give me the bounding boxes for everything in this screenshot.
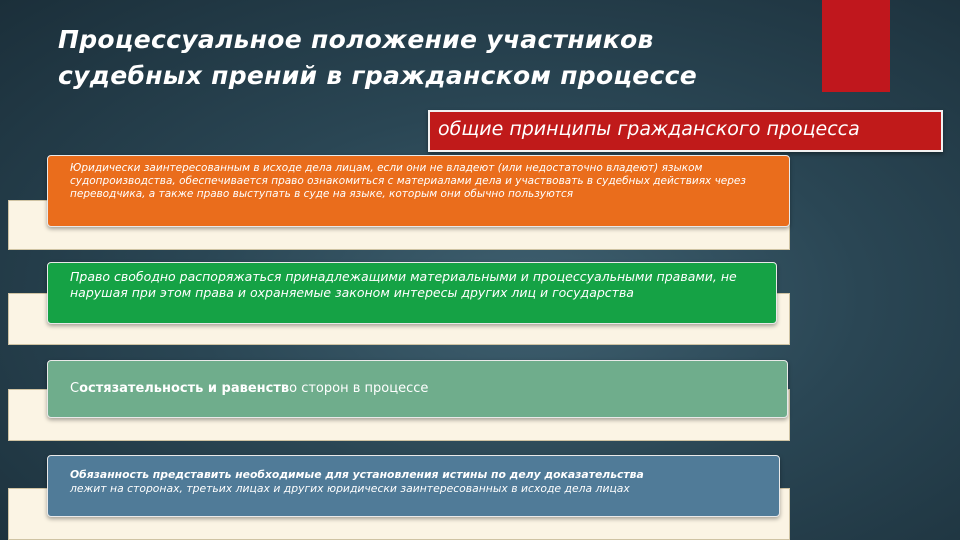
title-line-2: судебных прений в гражданском процессе	[58, 61, 698, 90]
title-line-1: Процессуальное положение участников	[58, 25, 654, 54]
text-bold-part: остязательность и равенств	[79, 381, 290, 396]
text-line-2: лежит на сторонах, третьих лицах и других юридически заинтересованных в исходе дела лицах	[70, 482, 630, 495]
principle-card-adversarial	[47, 360, 788, 418]
principle-card-dispositivity	[47, 262, 777, 324]
principle-text: Право свободно распоряжаться принадлежащими материальными и процессуальными правами, не нарушая при этом права и охраняемые законом интересы других лиц и государства	[70, 269, 737, 300]
principle-card-language	[47, 155, 790, 227]
text-part: о сторон в процессе	[289, 381, 429, 396]
principle-text	[70, 381, 770, 397]
principle-text	[70, 468, 770, 496]
principle-text: Юридически заинтересованным в исходе дела лицам, если они не владеют (или недостаточно владеют) языком судопроизводства, обеспечивается право ознакомиться с материалами дела и участвовать в судебных действиях через переводчика, а также право выступать в суде на языке, которым они обычно пользуются	[70, 162, 746, 200]
slide-title	[58, 22, 818, 94]
red-accent-tab	[822, 0, 890, 92]
text-part: С	[70, 381, 80, 396]
subtitle-text: общие принципы гражданского процесса	[438, 118, 860, 140]
principle-card-burden-of-proof	[47, 455, 780, 517]
text-line-1: Обязанность представить необходимые для установления истины по делу доказательства	[70, 468, 644, 481]
subtitle-banner	[428, 110, 943, 152]
